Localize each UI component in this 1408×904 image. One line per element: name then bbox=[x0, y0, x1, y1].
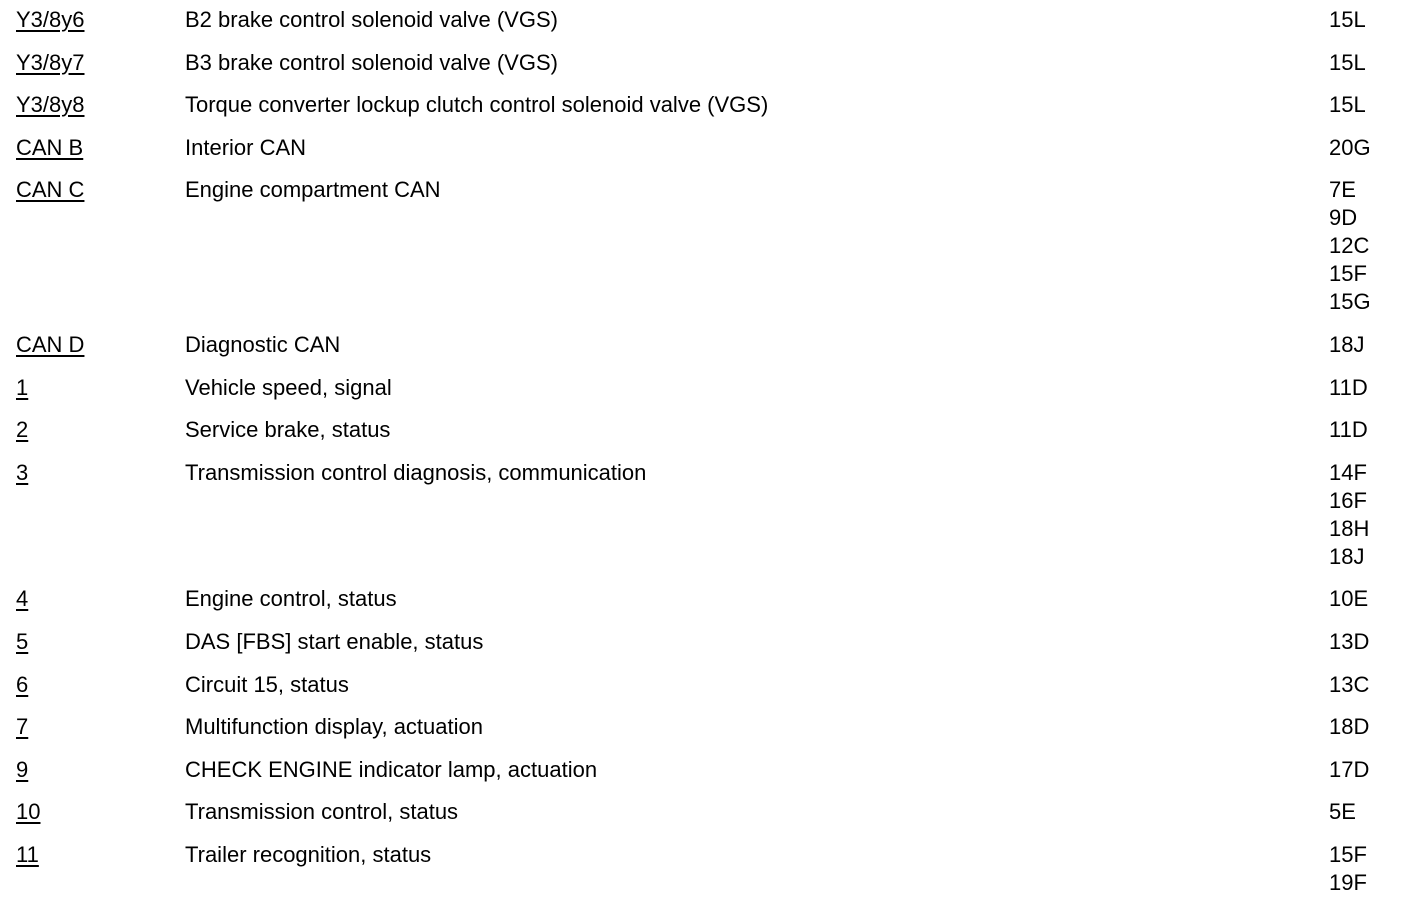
component-description: Interior CAN bbox=[185, 134, 307, 160]
grid-reference: 18H bbox=[1329, 515, 1370, 541]
component-description: CHECK ENGINE indicator lamp, actuation bbox=[185, 756, 598, 782]
grid-reference: 15F bbox=[1329, 842, 1367, 867]
grid-reference: 13D bbox=[1329, 629, 1370, 654]
grid-reference: 15L bbox=[1329, 92, 1366, 118]
component-description: Transmission control diagnosis, communication bbox=[185, 459, 647, 485]
grid-reference-list bbox=[1329, 756, 1369, 784]
grid-reference-list bbox=[1329, 374, 1368, 402]
component-description: Circuit 15, status bbox=[185, 671, 349, 697]
component-code-link[interactable]: Y3/8y8 bbox=[16, 92, 85, 118]
component-code-link[interactable]: CAN D bbox=[16, 332, 85, 357]
grid-reference: 18J bbox=[1329, 332, 1365, 357]
component-code-link[interactable]: CAN C bbox=[16, 177, 85, 203]
component-code-link[interactable]: 1 bbox=[16, 374, 29, 400]
component-code-link[interactable]: 4 bbox=[16, 586, 29, 612]
grid-reference: 14F bbox=[1329, 459, 1367, 485]
component-code-link[interactable]: 11 bbox=[16, 842, 39, 867]
grid-reference: 16F bbox=[1329, 487, 1367, 513]
grid-reference: 15F bbox=[1329, 261, 1367, 287]
component-code-link[interactable]: 6 bbox=[16, 671, 29, 697]
grid-reference-list bbox=[1329, 671, 1369, 699]
grid-reference-list bbox=[1329, 416, 1368, 444]
grid-reference: 20G bbox=[1329, 134, 1371, 160]
component-description: Engine control, status bbox=[185, 586, 397, 612]
component-description: Engine compartment CAN bbox=[185, 177, 441, 203]
grid-reference-list bbox=[1329, 628, 1369, 656]
grid-reference-list bbox=[1329, 134, 1371, 162]
component-description: Multifunction display, actuation bbox=[185, 714, 483, 740]
grid-reference-list bbox=[1329, 331, 1364, 359]
component-code-link[interactable]: Y3/8y6 bbox=[16, 7, 85, 32]
grid-reference-list bbox=[1329, 6, 1366, 34]
grid-reference-list bbox=[1329, 176, 1371, 316]
component-code-link[interactable]: 7 bbox=[16, 714, 29, 740]
component-description: Diagnostic CAN bbox=[185, 332, 341, 357]
component-code-link[interactable]: 9 bbox=[16, 756, 29, 782]
grid-reference-list bbox=[1329, 798, 1356, 826]
grid-reference-list bbox=[1329, 841, 1367, 897]
component-description: B2 brake control solenoid valve (VGS) bbox=[185, 7, 558, 32]
grid-reference: 15G bbox=[1329, 289, 1371, 315]
grid-reference: 18J bbox=[1329, 543, 1365, 569]
component-description: Vehicle speed, signal bbox=[185, 374, 392, 400]
grid-reference-list bbox=[1329, 713, 1369, 741]
grid-reference: 11D bbox=[1329, 374, 1368, 400]
grid-reference: 15L bbox=[1329, 7, 1366, 32]
grid-reference: 12C bbox=[1329, 233, 1370, 259]
component-code-link[interactable]: Y3/8y7 bbox=[16, 49, 85, 75]
component-description: DAS [FBS] start enable, status bbox=[185, 629, 484, 654]
grid-reference: 10E bbox=[1329, 586, 1369, 612]
grid-reference: 9D bbox=[1329, 205, 1358, 231]
grid-reference-list bbox=[1329, 585, 1368, 613]
grid-reference: 11D bbox=[1329, 417, 1368, 443]
grid-reference: 17D bbox=[1329, 756, 1370, 782]
component-description: Torque converter lockup clutch control solenoid valve (VGS) bbox=[185, 92, 769, 118]
grid-reference: 7E bbox=[1329, 177, 1356, 203]
component-description: Trailer recognition, status bbox=[185, 842, 432, 867]
component-code-link[interactable]: 10 bbox=[16, 799, 41, 825]
grid-reference-list bbox=[1329, 49, 1366, 77]
grid-reference: 13C bbox=[1329, 671, 1370, 697]
grid-reference: 15L bbox=[1329, 49, 1366, 75]
grid-reference-list bbox=[1329, 91, 1366, 119]
grid-reference: 18D bbox=[1329, 714, 1370, 740]
component-code-link[interactable]: 2 bbox=[16, 417, 29, 443]
component-description: Transmission control, status bbox=[185, 799, 459, 825]
component-code-link[interactable]: 5 bbox=[16, 629, 29, 654]
grid-reference-list bbox=[1329, 459, 1369, 571]
grid-reference: 19F bbox=[1329, 870, 1367, 895]
component-description: Service brake, status bbox=[185, 417, 391, 443]
component-code-link[interactable]: CAN B bbox=[16, 134, 84, 160]
component-description: B3 brake control solenoid valve (VGS) bbox=[185, 49, 558, 75]
component-code-link[interactable]: 3 bbox=[16, 459, 29, 485]
grid-reference: 5E bbox=[1329, 799, 1356, 825]
